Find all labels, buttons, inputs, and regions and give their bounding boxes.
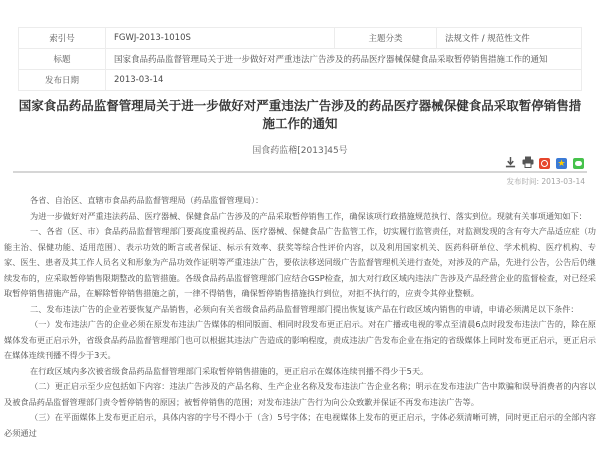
- publish-time-label: 发布时间:: [506, 177, 540, 186]
- body-paragraph: （三）在平面媒体上发布更正启示，具体内容的字号不得小于（含）5号字体；在电视媒体上发布的更正启示，字体必须清晰可辨，同时更正启示的全部内容必须通过: [4, 412, 596, 438]
- download-icon: [505, 156, 516, 171]
- document-body: [4, 193, 596, 441]
- body-paragraph: （二）更正启示至少应包括如下内容：违法广告涉及的产品名称、生产企业名称及发布违法广告企业名称；明示在发布违法广告中欺骗和误导消费者的内容以及被食品药品监督管理部门责令暂停销售的原因；被暂停销售的范围；对发布违法广告行为向公众致歉并保证不再发布违法广告等。: [4, 381, 596, 407]
- document-number: 国食药监稽[2013]45号: [252, 146, 348, 156]
- meta-label-title: 标题: [19, 49, 106, 70]
- body-paragraph: 一、各省（区、市）食品药品监督管理部门要高度重视药品、医疗器械、保健食品广告监管工作，切实履行监管责任，对监测发现的含有夸大产品适应症（功能主治、保健功能、适用范围）、表示功效的断言或者保证、标示有效率、获奖等综合性评价内容，以及利用国家机关、医药科研单位、学术机构、医疗机构、专家、医生、患者及其工作人员名义和形象为产品功效作证明等严重违法广告，要依法移送同级广告监督管理机关进行查处，对涉及的产品，先进行公告，公告后仍继续发布的，应采取暂停销售限期整改的监管措施。各级食品药品监督管理部门应结合GSP检查，加大对行政区域内违法广告涉及产品经营企业的监督检查，对已经采取暂停销售措施产品，在解除暂停销售措施之前，一律不得销售，确保暂停销售措施执行到位，对拒不执行的，应责令其停业整顿。: [4, 226, 596, 298]
- body-paragraph: 在行政区域内多次被省级食品药品监督管理部门采取暂停销售措施的，更正启示在媒体连续刊播不得少于5天。: [30, 365, 429, 376]
- page-title: 国家食品药品监督管理局关于进一步做好对严重违法广告涉及的药品医疗器械保健食品采取暂停销售措施工作的通知: [18, 98, 582, 131]
- download-button[interactable]: [504, 157, 517, 170]
- publish-time-value: 2013-03-14: [541, 177, 585, 186]
- meta-info-table: [18, 27, 582, 91]
- print-button[interactable]: [521, 157, 534, 170]
- meta-value-index: FGWJ-2013-1010S: [106, 28, 335, 49]
- table-row: [19, 70, 582, 91]
- meta-value-category: 法规文件 / 规范性文件: [437, 28, 582, 49]
- meta-label-index: 索引号: [19, 28, 106, 49]
- wechat-share-icon: [573, 158, 584, 169]
- body-paragraph: 二、发布违法广告的企业若要恢复产品销售，必须向有关省级食品药品监督管理部门提出恢复该产品在行政区域内销售的申请，申请必须满足以下条件：: [30, 303, 579, 314]
- weibo-share-button[interactable]: [538, 157, 551, 170]
- wechat-share-button[interactable]: [572, 157, 585, 170]
- table-row: [19, 28, 582, 49]
- body-paragraph: （一）发布违法广告的企业必须在原发布违法广告媒体的相同版面、相同时段发布更正启示。对在广播或电视的零点至清晨6点时段发布违法广告的，除在原媒体发布更正启示外，省级食品药品监督管理部门也可以根据其违法广告造成的影响程度，责成违法广告发布企业在指定的省级媒体上同时发布更正启示，更正启示在媒体连续刊播不得少于3天。: [4, 319, 596, 360]
- meta-label-category: 主题分类: [335, 28, 437, 49]
- body-paragraph: 为进一步做好对严重违法药品、医疗器械、保健食品广告涉及的产品采取暂停销售工作，确保该项行政措施规范执行、落实到位。现就有关事项通知如下：: [30, 210, 587, 221]
- print-icon: [522, 156, 534, 171]
- share-toolbar: [504, 157, 585, 170]
- weibo-share-icon: [539, 158, 550, 169]
- meta-value-pubdate: 2013-03-14: [106, 70, 582, 91]
- meta-label-pubdate: 发布日期: [19, 70, 106, 91]
- table-row: [19, 49, 582, 70]
- body-paragraph: 各省、自治区、直辖市食品药品监督管理局（药品监督管理局）：: [30, 195, 264, 205]
- qzone-share-icon: ★: [557, 158, 566, 168]
- qzone-share-button[interactable]: [555, 157, 568, 170]
- divider: [13, 171, 587, 173]
- meta-value-title: 国家食品药品监督管理局关于进一步做好对严重违法广告涉及的药品医疗器械保健食品采取暂停销售措施工作的通知: [106, 49, 582, 70]
- publish-time: [506, 176, 585, 187]
